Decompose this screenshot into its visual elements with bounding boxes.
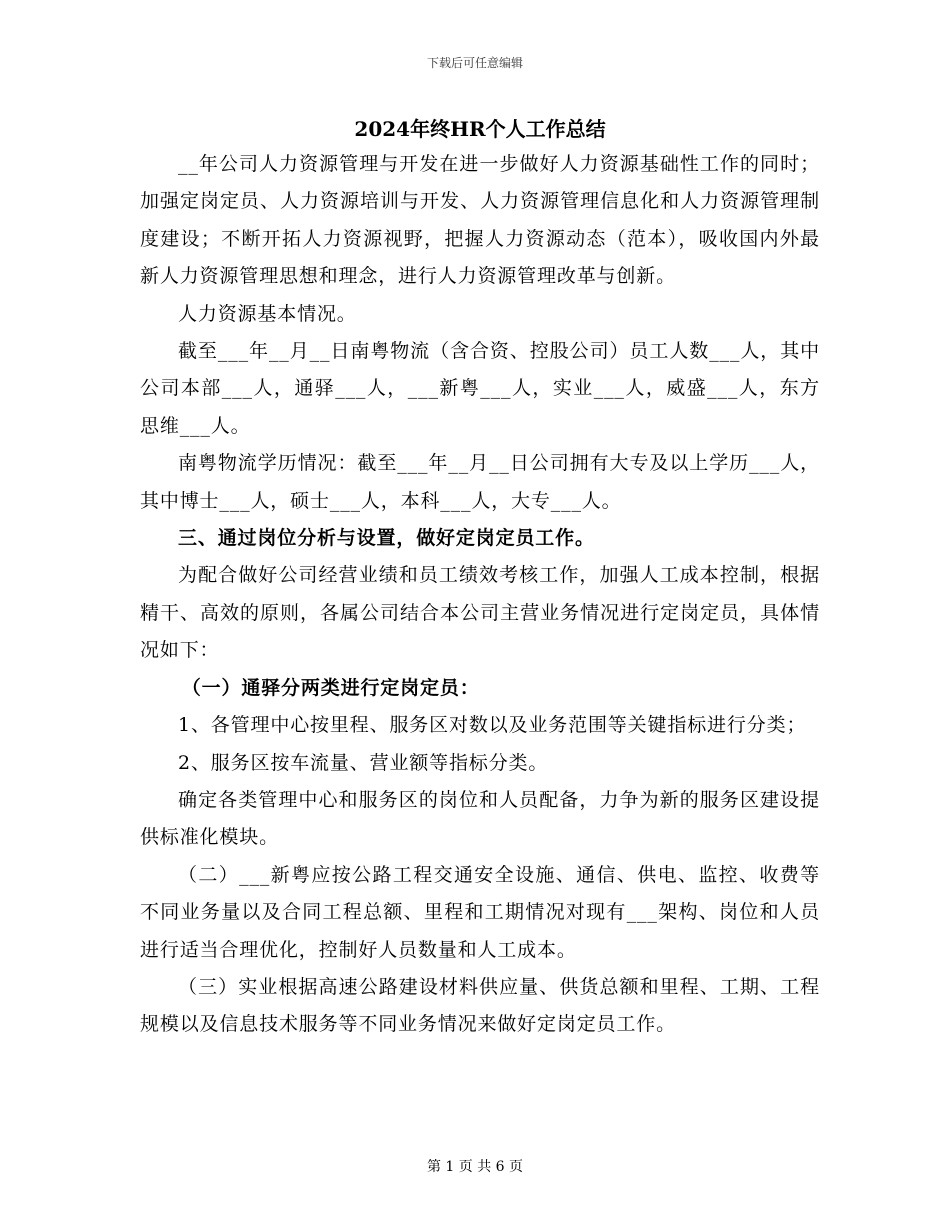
document-body <box>140 112 820 1044</box>
paragraph-section-two: （二）___新粤应按公路工程交通安全设施、通信、供电、监控、收费等不同业务量以及合同工程总额、里程和工期情况对现有___架构、岗位和人员进行适当合理优化，控制好人员数量和人工成本。 <box>140 863 820 961</box>
paragraph-education: 南粤物流学历情况：截至___年__月__日公司拥有大专及以上学历___人，其中博士___人，硕士___人，本科___人，大专___人。 <box>140 452 820 512</box>
page-header-note: 下载后可任意编辑 <box>426 56 523 70</box>
paragraph-section-three: （三）实业根据高速公路建设材料供应量、供货总额和里程、工期、工程规模以及信息技术服务等不同业务情况来做好定岗定员工作。 <box>140 975 820 1036</box>
subheading-one: （一）通驿分两类进行定岗定员： <box>181 676 480 699</box>
paragraph-staffing-intro: 为配合做好公司经营业绩和员工绩效考核工作，加强人工成本控制，根据精干、高效的原则，各属公司结合本公司主营业务情况进行定岗定员，具体情况如下： <box>140 564 820 662</box>
paragraph-basic-info: 人力资源基本情况。 <box>178 302 357 325</box>
paragraph-staffing-module: 确定各类管理中心和服务区的岗位和人员配备，力争为新的服务区建设提供标准化模块。 <box>140 788 820 849</box>
paragraph-headcount: 截至___年__月__日南粤物流（含合资、控股公司）员工人数___人，其中公司本部___人，通驿___人，___新粤___人，实业___人，威盛___人，东方思维___人。 <box>140 340 820 437</box>
page-number-footer: 第 1 页 共 6 页 <box>426 1159 524 1175</box>
document-title: 2024年终HR个人工作总结 <box>354 117 606 141</box>
section-heading-three: 三、通过岗位分析与设置，做好定岗定员工作。 <box>178 527 595 550</box>
paragraph-intro: __年公司人力资源管理与开发在进一步做好人力资源基础性工作的同时；加强定岗定员、人力资源培训与开发、人力资源管理信息化和人力资源管理制度建设；不断开拓人力资源视野，把握人力资源动态（范本），吸收国内外最新人力资源管理思想和理念，进行人力资源管理改革与创新。 <box>140 153 820 288</box>
list-item-2: 2、服务区按车流量、营业额等指标分类。 <box>178 751 549 774</box>
list-item-1: 1、各管理中心按里程、服务区对数以及业务范围等关键指标进行分类； <box>178 714 807 737</box>
